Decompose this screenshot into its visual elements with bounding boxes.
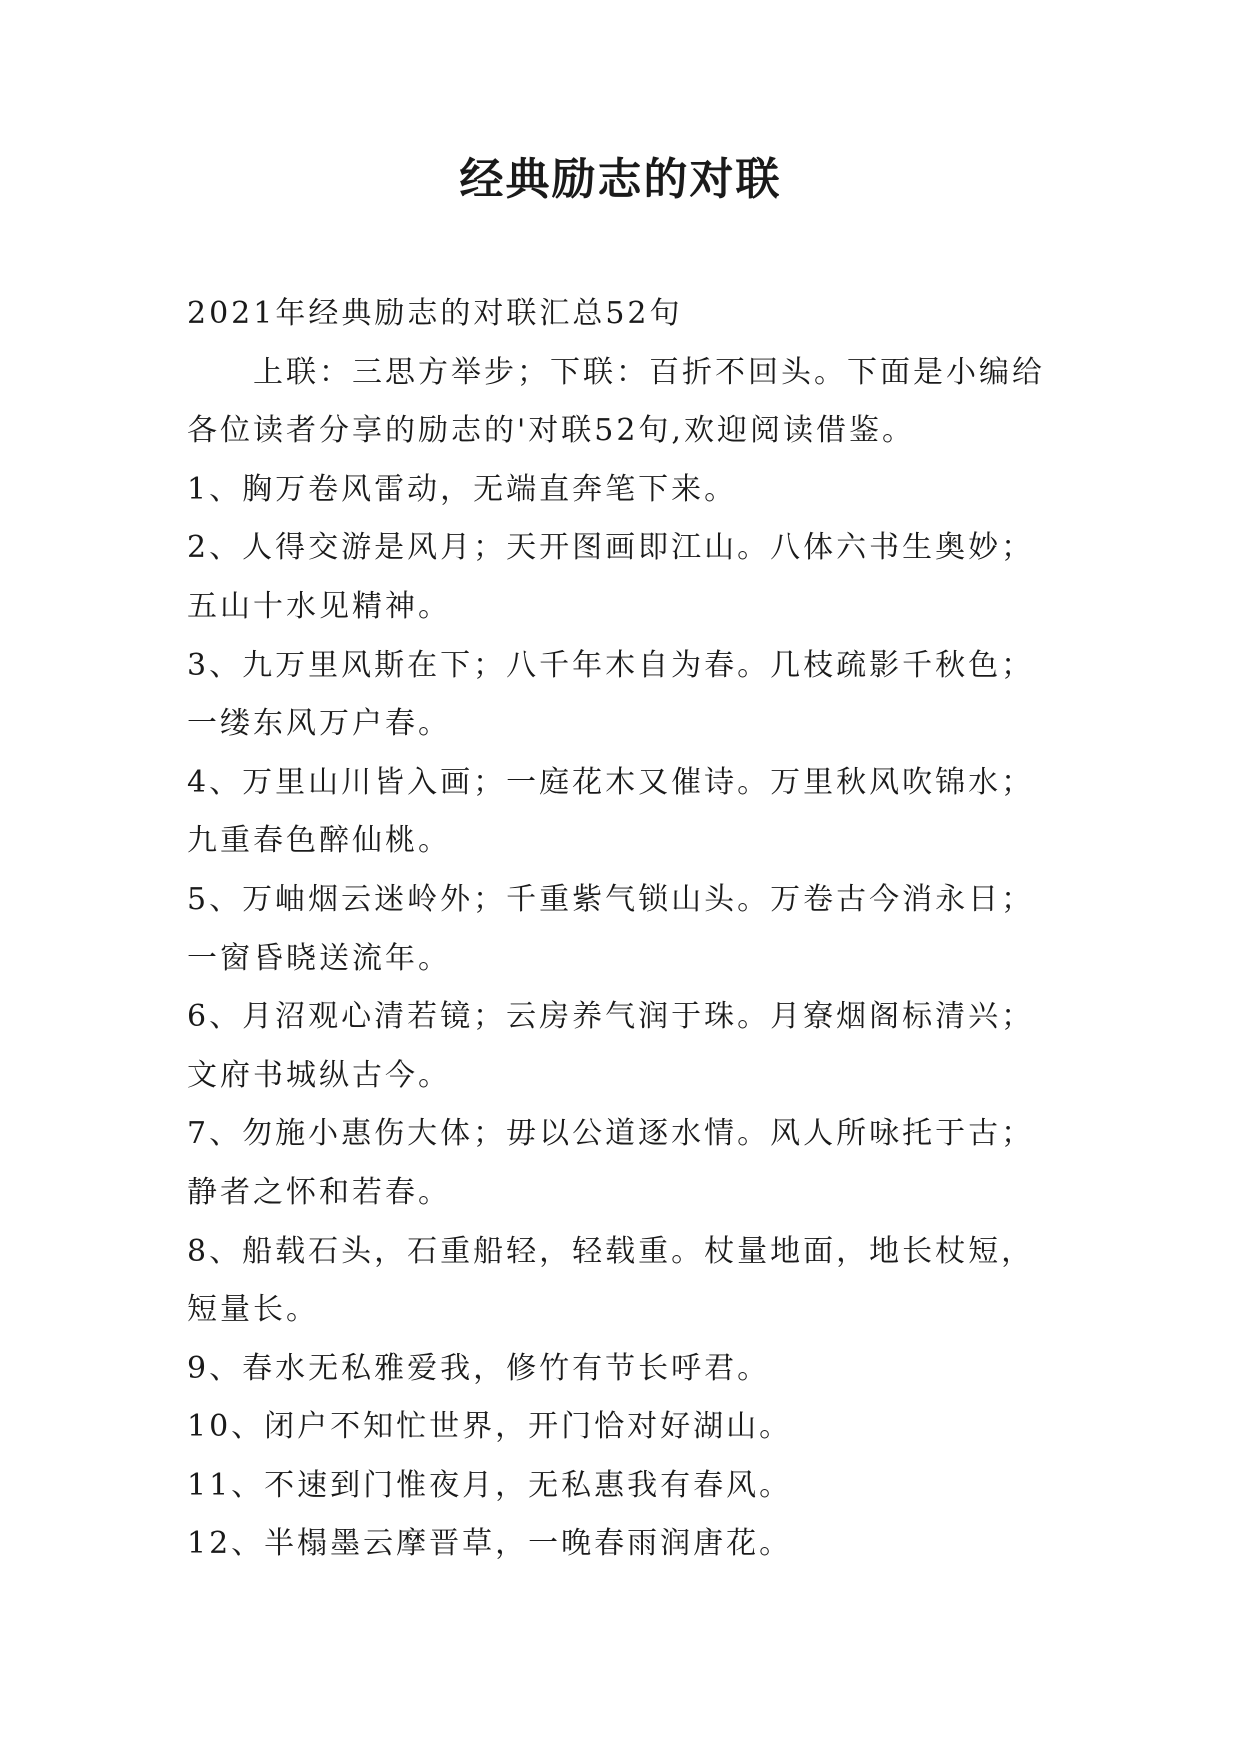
couplet-item: 12、半榻墨云摩晋草，一晚春雨润唐花。 [187,1526,793,1562]
couplet-item: 3、九万里风斯在下；八千年木自为春。几枝疏影千秋色；一缕东风万户春。 [187,647,1035,742]
couplet-item: 2、人得交游是风月；天开图画即江山。八体六书生奥妙；五山十水见精神。 [187,530,1035,624]
document-title: 经典励志的对联 [459,154,782,205]
couplet-item: 6、月沼观心清若镜；云房养气润于珠。月寮烟阁标清兴；文府书城纵古今。 [187,999,1035,1093]
couplet-item: 7、勿施小惠伤大体；毋以公道逐水情。风人所咏托于古；静者之怀和若春。 [187,1116,1035,1210]
couplet-item: 4、万里山川皆入画；一庭花木又催诗。万里秋风吹锦水；九重春色醉仙桃。 [187,764,1035,859]
couplet-item: 5、万岫烟云迷岭外；千重紫气锁山头。万卷古今消永日；一窗昏晓送流年。 [187,881,1035,976]
document-body [187,285,1067,1574]
couplet-item: 10、闭户不知忙世界，开门恰对好湖山。 [187,1409,793,1445]
document-subtitle: 2021年经典励志的对联汇总52句 [187,296,683,331]
couplet-item: 8、船载石头，石重船轻，轻载重。杖量地面，地长杖短，短量长。 [187,1233,1035,1328]
couplet-item: 11、不速到门惟夜月，无私惠我有春风。 [187,1467,793,1503]
couplet-item: 9、春水无私雅爱我，修竹有节长呼君。 [187,1350,771,1386]
intro-paragraph: 上联：三思方举步；下联：百折不回头。下面是小编给各位读者分享的励志的'对联52句,欢迎阅读借鉴。 [187,354,1045,449]
couplet-item: 1、胸万卷风雷动，无端直奔笔下来。 [187,471,738,507]
